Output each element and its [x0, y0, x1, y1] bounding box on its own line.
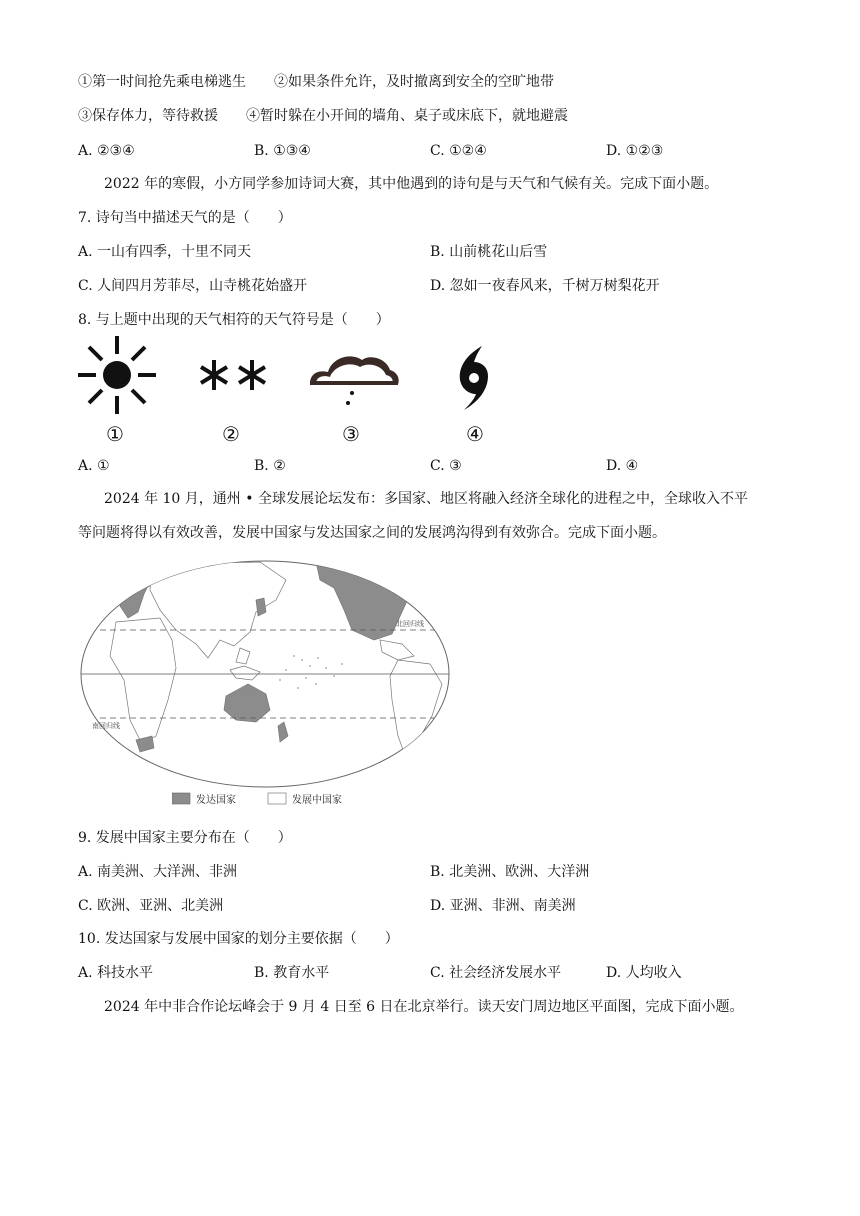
legend-developing-label: 发展中国家	[292, 795, 342, 806]
q9-option-a[interactable]: A. 南美洲、大洋洲、非洲	[78, 864, 238, 880]
q7-option-b[interactable]: B. 山前桃花山后雪	[430, 244, 548, 260]
q6-statement-row-2: ③保存体力，等待救援 ④暂时躲在小开间的墙角、桌子或床底下，就地避震	[78, 108, 568, 124]
q8-option-b[interactable]: B. ②	[254, 458, 286, 474]
q10-option-d[interactable]: D. 人均收入	[606, 965, 682, 981]
world-map	[80, 560, 450, 810]
legend-developed-label: 发达国家	[196, 795, 236, 806]
q10-option-a[interactable]: A. 科技水平	[78, 965, 154, 981]
south-tropic-label: 南回归线	[92, 722, 120, 730]
symbol-label-3: ③	[342, 422, 360, 446]
cloud-rain-icon	[306, 348, 402, 408]
intro-questions-9-10-line-2: 等问题将得以有效改善，发展中国家与发达国家之间的发展鸿沟得到有效弥合。完成下面小题。	[78, 525, 666, 541]
q8-stem: 8. 与上题中出现的天气相符的天气符号是（ ）	[78, 312, 390, 328]
q7-option-a[interactable]: A. 一山有四季，十里不同天	[78, 244, 252, 260]
q6-statement-row-1: ①第一时间抢先乘电梯逃生 ②如果条件允许，及时撤离到安全的空旷地带	[78, 74, 554, 90]
intro-questions-7-8: 2022 年的寒假，小方同学参加诗词大赛，其中他遇到的诗句是与天气和气候有关。完成下面小题。	[104, 176, 719, 192]
q6-option-d[interactable]: D. ①②③	[606, 143, 664, 159]
legend-swatch-developing	[268, 793, 286, 804]
q6-option-b[interactable]: B. ①③④	[254, 143, 311, 159]
symbol-label-4: ④	[466, 422, 484, 446]
symbol-label-2: ②	[222, 422, 240, 446]
legend-swatch-developed	[172, 793, 190, 804]
q8-option-a[interactable]: A. ①	[78, 458, 110, 474]
typhoon-icon	[454, 344, 494, 412]
q10-option-c[interactable]: C. 社会经济发展水平	[430, 965, 562, 981]
intro-question-11: 2024 年中非合作论坛峰会于 9 月 4 日至 6 日在北京举行。读天安门周边地区平面图，完成下面小题。	[104, 999, 744, 1015]
q9-option-b[interactable]: B. 北美洲、欧洲、大洋洲	[430, 864, 590, 880]
q7-stem: 7. 诗句当中描述天气的是（ ）	[78, 210, 292, 226]
symbol-label-1: ①	[106, 422, 124, 446]
intro-questions-9-10-line-1: 2024 年 10 月，通州 • 全球发展论坛发布：多国家、地区将融入经济全球化的进程之中，全球收入不平	[104, 491, 748, 507]
q7-option-d[interactable]: D. 忽如一夜春风来，千树万树梨花开	[430, 278, 660, 294]
snow-icon	[198, 358, 270, 392]
q10-option-b[interactable]: B. 教育水平	[254, 965, 330, 981]
q6-option-c[interactable]: C. ①②④	[430, 143, 487, 159]
q9-option-d[interactable]: D. 亚洲、非洲、南美洲	[430, 898, 576, 914]
q7-option-c[interactable]: C. 人间四月芳菲尽，山寺桃花始盛开	[78, 278, 308, 294]
q9-option-c[interactable]: C. 欧洲、亚洲、北美洲	[78, 898, 224, 914]
q6-option-a[interactable]: A. ②③④	[78, 143, 135, 159]
q8-option-d[interactable]: D. ④	[606, 458, 639, 474]
q10-stem: 10. 发达国家与发展中国家的划分主要依据（ ）	[78, 931, 399, 947]
map-legend	[172, 790, 372, 808]
sunny-icon	[76, 334, 158, 416]
q8-option-c[interactable]: C. ③	[430, 458, 462, 474]
north-tropic-label: 北回归线	[396, 620, 424, 628]
q9-stem: 9. 发展中国家主要分布在（ ）	[78, 830, 292, 846]
